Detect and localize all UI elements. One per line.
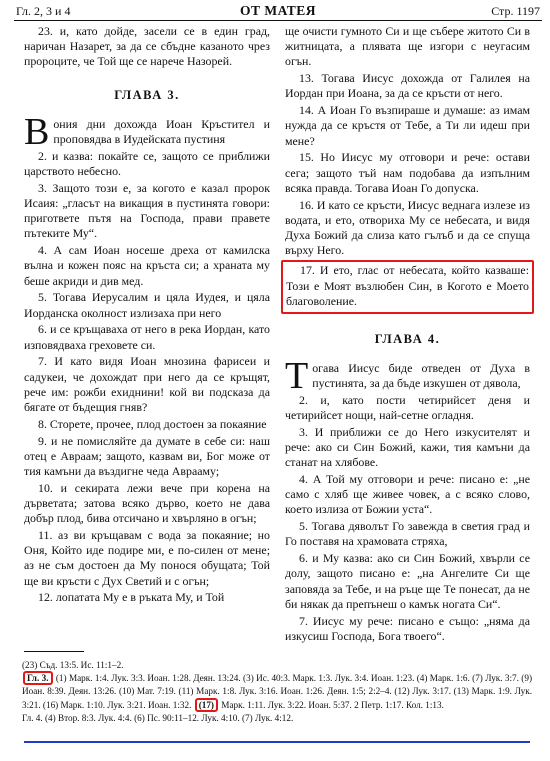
header-book-title: ОТ МАТЕЯ: [240, 3, 316, 18]
verse-ch4-1: Тогава Иисус биде отведен от Духа в пустинята, за да бъде изкушен от дявола,: [285, 354, 530, 397]
underlined-refs-verse-17: Марк. 1:11. Лук. 3:22. Иоан. 5:37. 2 Петр. 1:17. Кол. 1:13.: [221, 699, 444, 710]
chapter-4-title: ГЛАВА 4.: [374, 331, 441, 346]
drop-cap-letter: Т: [285, 354, 309, 397]
verse-ch3-5: 5. Тогава Иерусалим и цяла Иудея, и цяла Иорданска околност излизаха при него: [24, 290, 270, 320]
highlighted-ref-chapter-3: Гл. 3.: [23, 671, 53, 685]
verse-ch3-6: 6. и се кръщаваха от него в река Иордан, като изповядваха греховете си.: [24, 322, 270, 352]
highlighted-ref-verse-17: (17): [195, 698, 218, 712]
verse-ch3-3: 3. Защото този е, за когото е казал пророк Исаия: „гласът на викащия в пустинята говори: пригответе пътя на Господа, прави правете пътеките Му“.: [24, 180, 270, 241]
chapter-3-title: ГЛАВА 3.: [114, 87, 180, 102]
chapter-3-verses-continued: [285, 24, 530, 258]
verse-ch4-2: 2. и, като пости четирийсет деня и четирийсет нощи, най-сетне огладня.: [285, 392, 530, 423]
verse-ch3-cont-2: 13. Тогава Иисус дохожда от Галилея на Иордан при Иоана, за да се кръсти от него.: [285, 71, 530, 101]
footnote-line-4: Гл. 4. (4) Втор. 8:3. Лук. 4:4. (6) Пс. 90:11–12. Лук. 4:10. (7) Лук. 4:12.: [22, 712, 294, 723]
highlighted-verse-box: [281, 260, 534, 313]
footnote-line-2: (23) Съд. 13:5. Ис. 11:1–2.: [22, 660, 124, 670]
verse-2-23: 23. и, като дойде, засели се в един град, наричан Назарет, за да се сбъдне казаното чрез пророците, че Той ще се нарече Назорей.: [24, 24, 270, 69]
header-chapter-range: Гл. 2, 3 и 4: [16, 4, 71, 18]
verse-ch3-cont-5: 16. И като се кръсти, Иисус веднага излезе из водата, и ето, отвориха Му се небесата, и видя Духа Божий да слиза като гълъб и да се спуща върху Него.: [285, 197, 530, 258]
header-page-number: Стр. 1197: [491, 4, 540, 18]
verse-ch3-2: 2. и казва: покайте се, защото се приближи царството небесно.: [24, 148, 270, 179]
page-header: [14, 3, 542, 21]
drop-cap-letter: В: [24, 110, 50, 153]
right-column: [285, 24, 530, 646]
verse-ch3-11: 11. аз ви кръщавам с вода за покаяние; но Оня, Който иде подире ми, е по-силен от мене; аз не съм достоен да Му понося обущата; Той ще ви кръсти с Дух Светий и с огън;: [24, 528, 270, 588]
chapter-3-verses: [24, 110, 270, 606]
verse-ch3-9: 9. и не помисляйте да думате в себе си: наш отец е Авраам; защото, казвам ви, Бог може от тия камъни да въздигне чеда Аврааму;: [24, 433, 270, 479]
verse-ch4-3: 3. И приближи се до Него изкусителят и рече: ако си Син Божий, кажи, тия камъни да станат на хлябове.: [285, 424, 530, 470]
left-column: [24, 24, 270, 607]
verse-3-17: 17. И ето, глас от небесата, който казваше: Този е Моят възлюбен Син, в Когото е Моето благоволение.: [286, 263, 529, 308]
footnote-separator: [24, 651, 84, 652]
verse-ch3-cont-3: 14. А Иоан Го възпираше и думаше: аз имам нужда да се кръстя от Тебе, а Ти ли идеш при мене?: [285, 103, 530, 148]
verse-ch4-4: 4. А Той му отговори и рече: писано е: „не само с хляб ще живее човек, а с всяко слово, което излиза от Божии уста“.: [285, 472, 530, 517]
cross-reference-footnotes: [22, 659, 532, 725]
verse-ch3-10: 10. и секирата лежи вече при корена на дърветата; затова всяко дърво, което не дава добър плод, бива отсичано и хвърляно в огън;: [24, 480, 270, 526]
verse-ch3-7: 7. И като видя Иоан мнозина фарисеи и садукеи, че дохождат при него да се кръщят, рече им: рожби ехиднини! кой ви подсказа да бягате от бъдещия гняв?: [24, 354, 270, 415]
verse-ch4-7: 7. Иисус му рече: писано е също: „няма да изкусиш Господа, Бога твоего“.: [285, 613, 530, 643]
verse-ch3-12: 12. лопатата Му е в ръката Му, и Той: [38, 590, 225, 605]
footnote-line-3: Гл. 3. (1) Марк. 1:4. Лук. 3:3. Иоан. 1:28. Деян. 13:24. (3) Ис. 40:3. Марк. 1:3. Лук. 3:4. Иоан. 1:23. (4) Марк. 1:6. (7) Лук. 3:7. (9) Иоан. 8:39. Деян. 13:26. (10) Мат. 7:19. (11) Марк. 1:8. Лук. 3:16. Иоан. 1:26. Деян. 1:5; 2:2–4. (12) Лук. 3:17. (13) Марк. 1:9. Лук. 3:21. (16) Марк. 1:10. Лук. 3:21. Иоан. 1:32. (17) Марк. 1:11. Лук. 3:22. Иоан. 5:37. 2 Петр. 1:17. Кол. 1:13.: [22, 673, 533, 710]
verse-ch4-5: 5. Тогава дяволът Го завежда в светия град и Го поставя на храмовата стряха,: [285, 519, 530, 549]
verse-ch3-1: Вония дни дохождa Иоан Кръстител и проповядва в Иудейската пустиня: [24, 110, 270, 153]
chapter-4-verses: [285, 354, 530, 644]
verse-ch3-cont-4: 15. Но Иисус му отговори и рече: остави сега; защото тъй нам подобава да изпълним всяка правда. Тогава Иоан Го допуска.: [285, 150, 530, 195]
verse-ch3-8: 8. Сторете, прочее, плод достоен за покаяние: [38, 416, 267, 431]
verse-ch3-4: 4. А сам Иоан носеше дреха от камилска вълна и кожен пояс на кръста си; а храната му беше акриди и див мед.: [24, 243, 270, 288]
blue-underline-mark: [24, 741, 530, 743]
verse-ch3-cont-1: ще очисти гумното Си и ще събере житото Си в житницата, а плявата ще изгори с неугасим огън.: [285, 24, 530, 69]
verse-ch4-6: 6. и Му казва: ако си Син Божий, хвърли се долу, защото писано е: „на Ангелите Си ще заповяда за Тебе, и на ръце ще Те понесат, да не би някак да препънеш о камък ногата Си“.: [285, 551, 530, 611]
